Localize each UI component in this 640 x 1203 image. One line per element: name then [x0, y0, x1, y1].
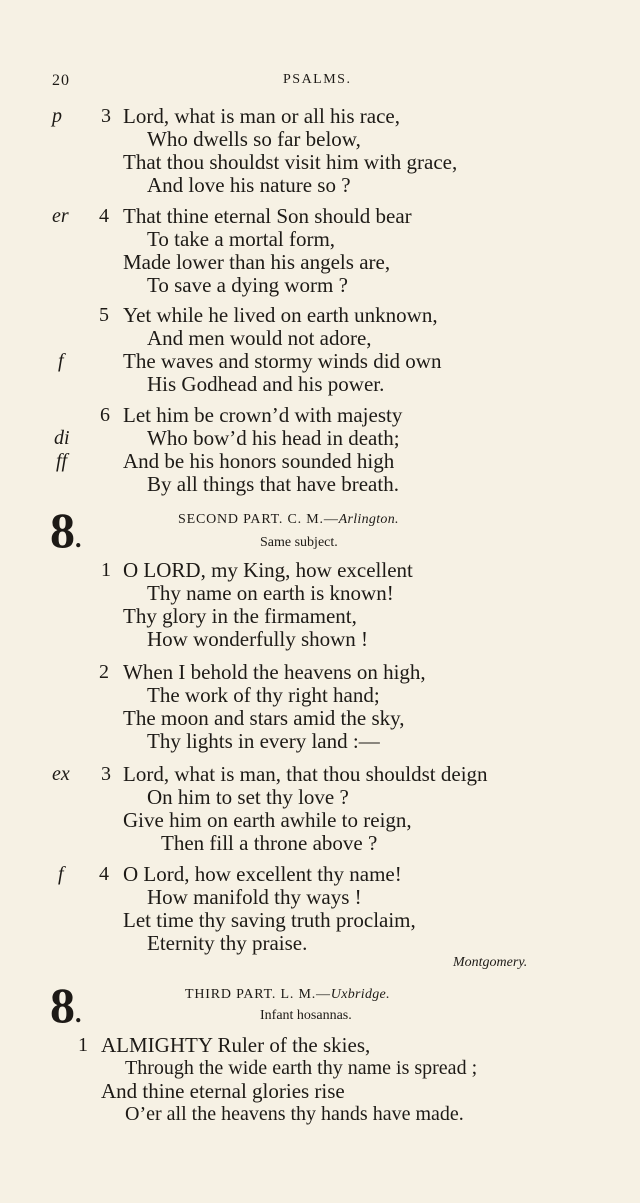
verse-line: By all things that have breath.: [147, 472, 399, 496]
verse-line: The work of thy right hand;: [147, 683, 380, 707]
verse-number: 5: [99, 304, 109, 326]
verse-line: Eternity thy praise.: [147, 931, 308, 955]
verse-line: Lord, what is man or all his race,: [123, 104, 400, 128]
psalm-number: 8.: [50, 977, 82, 1033]
verse-line: Lord, what is man, that thou shouldst deign: [123, 762, 488, 786]
page-number: 20: [52, 72, 70, 89]
dynamic-mark: di: [54, 427, 70, 449]
verse-line: That thine eternal Son should bear: [123, 204, 412, 228]
tune-name: Arlington.: [338, 512, 399, 527]
verse-line: His Godhead and his power.: [147, 372, 385, 396]
running-title: PSALMS.: [283, 72, 352, 87]
section-title: THIRD PART. L. M.—Uxbridge.: [185, 987, 390, 1002]
verse-line: O Lord, how excellent thy name!: [123, 862, 402, 886]
verse-line: Who bow’d his head in death;: [147, 426, 400, 450]
section-subtitle: Infant hosannas.: [260, 1008, 352, 1023]
verse-line: Thy glory in the firmament,: [123, 604, 357, 628]
verse-line: And thine eternal glories rise: [101, 1079, 345, 1103]
verse-line: And love his nature so ?: [147, 173, 351, 197]
page-header: [0, 72, 640, 94]
verse-line: Then fill a throne above ?: [161, 831, 378, 855]
verse-line: Who dwells so far below,: [147, 127, 361, 151]
verse-number: 1: [101, 559, 111, 581]
verse-line: Made lower than his angels are,: [123, 250, 391, 274]
verse-number: 6: [100, 404, 110, 426]
dynamic-mark: er: [52, 205, 69, 227]
author-attribution: Montgomery.: [453, 955, 528, 970]
verse-line: How manifold thy ways !: [147, 885, 362, 909]
verse-line: To save a dying worm ?: [147, 273, 348, 297]
verse-line: And men would not adore,: [147, 326, 372, 350]
verse-number: 1: [78, 1034, 88, 1056]
verse-line: Let him be crown’d with majesty: [123, 403, 403, 427]
verse-line: The moon and stars amid the sky,: [123, 706, 405, 730]
verse-line: Thy name on earth is known!: [147, 581, 394, 605]
verse-line: The waves and stormy winds did own: [123, 349, 442, 373]
verse-line: When I behold the heavens on high,: [123, 660, 426, 684]
verse-number: 3: [101, 105, 111, 127]
section-subtitle: Same subject.: [260, 535, 338, 550]
verse-number: 4: [99, 863, 109, 885]
verse-line: And be his honors sounded high: [123, 449, 395, 473]
verse-line: To take a mortal form,: [147, 227, 336, 251]
dynamic-mark: f: [58, 350, 64, 372]
verse-line: Give him on earth awhile to reign,: [123, 808, 412, 832]
verse-line: Through the wide earth thy name is spread ;: [125, 1057, 478, 1079]
verse-number: 2: [99, 661, 109, 683]
dynamic-mark: f: [58, 863, 64, 885]
psalm-number: 8.: [50, 502, 82, 558]
verse-line: ALMIGHTY Ruler of the skies,: [101, 1033, 371, 1057]
verse-number: 3: [101, 763, 111, 785]
dynamic-mark: ex: [52, 763, 70, 785]
verse-line: O LORD, my King, how excellent: [123, 558, 413, 582]
section-title: SECOND PART. C. M.—Arlington.: [178, 512, 399, 527]
verse-line: O’er all the heavens thy hands have made.: [125, 1103, 464, 1125]
verse-line: That thou shouldst visit him with grace,: [123, 150, 458, 174]
verse-number: 4: [99, 205, 109, 227]
verse-line: On him to set thy love ?: [147, 785, 349, 809]
dynamic-mark: p: [52, 105, 62, 127]
dynamic-mark: ff: [56, 450, 68, 472]
verse-line: Thy lights in every land :—: [147, 729, 380, 753]
tune-name: Uxbridge.: [330, 987, 390, 1002]
verse-line: How wonderfully shown !: [147, 627, 369, 651]
verse-line: Yet while he lived on earth unknown,: [123, 303, 438, 327]
verse-line: Let time thy saving truth proclaim,: [123, 908, 416, 932]
